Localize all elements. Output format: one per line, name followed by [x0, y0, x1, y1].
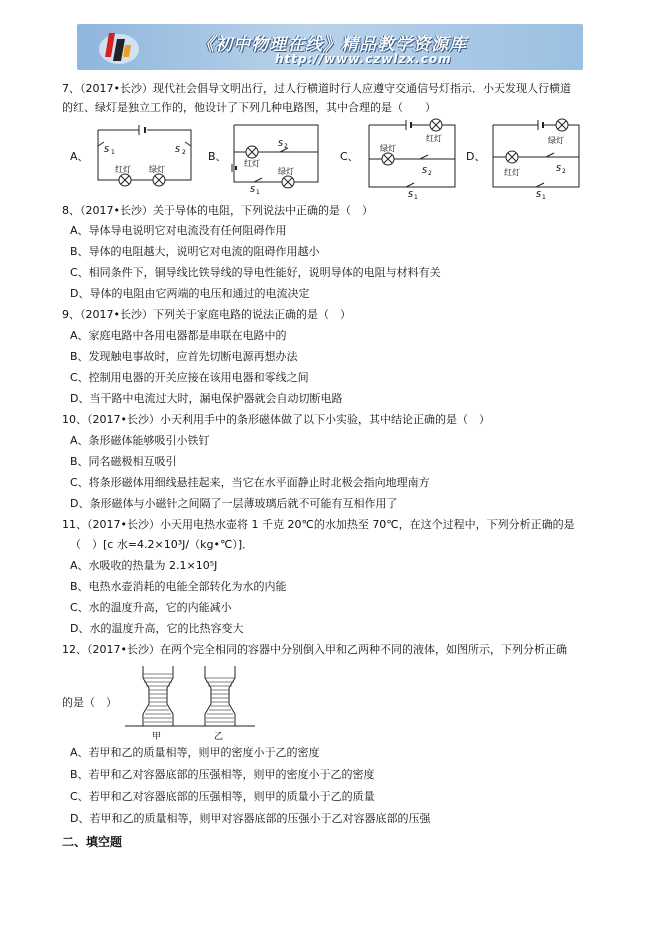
q8-option-a: A、导体导电说明它对电流没有任何阻碍作用 [70, 224, 287, 237]
circuit-diagram-c [366, 115, 458, 201]
section-heading-fill-in-blanks: 二、填空题 [62, 835, 123, 849]
q7-option-d-label: D、 [466, 150, 486, 163]
q8-option-d: D、导体的电阻由它两端的电压和通过的电流决定 [70, 287, 310, 300]
q10-option-b: B、同名磁极相互吸引 [70, 455, 177, 468]
q11-option-d: D、水的温度升高，它的比热容变大 [70, 622, 244, 635]
label-s: S [536, 190, 542, 199]
q7-stem-line2: 的红、绿灯是独立工作的，他设计了下列几种电路图，其中合理的是（ ） [62, 101, 436, 114]
label-s: S [422, 166, 428, 175]
q9-option-d: D、当干路中电流过大时，漏电保护器就会自动切断电路 [70, 392, 343, 405]
q11-stem-line2: （ ）[c 水=4.2×10³J/（kg•℃）]． [70, 538, 254, 551]
label-s: S [556, 164, 562, 173]
q12-stem-line2: 的是（ ） [62, 696, 117, 709]
circuit-diagram-a [95, 120, 195, 192]
q12-option-c: C、若甲和乙对容器底部的压强相等，则甲的质量小于乙的质量 [70, 790, 375, 803]
logo-icon [95, 27, 141, 67]
circuit-diagram-b [228, 120, 324, 196]
label-2: 2 [562, 168, 566, 175]
label-green-lamp: 绿灯 [278, 167, 294, 176]
label-jia: 甲 [152, 732, 162, 742]
q12-containers-figure [125, 664, 255, 742]
label-yi: 乙 [214, 732, 224, 742]
q7-stem-line1: 7、（2017•长沙）现代社会倡导文明出行，过人行横道时行人应遵守交通信号灯指示．小天发现人行横道 [62, 82, 571, 95]
label-red-lamp: 红灯 [504, 168, 520, 177]
q9-option-c: C、控制用电器的开关应接在该用电器和零线之间 [70, 371, 309, 384]
q9-option-b: B、发现触电事故时，应首先切断电源再想办法 [70, 350, 298, 363]
label-1: 1 [542, 194, 546, 201]
q9-stem: 9、（2017•长沙）下列关于家庭电路的说法正确的是（ ） [62, 308, 351, 321]
q10-stem: 10、（2017•长沙）小天利用手中的条形磁体做了以下小实验，其中结论正确的是（ ） [62, 413, 490, 426]
circuit-diagram-d [490, 115, 582, 201]
label-s: S [408, 190, 414, 199]
label-1: 1 [256, 189, 260, 196]
q8-option-c: C、相同条件下，铜导线比铁导线的导电性能好，说明导体的电阻与材料有关 [70, 266, 441, 279]
label-s: S [175, 145, 181, 154]
q7-option-c-label: C、 [340, 150, 359, 163]
q9-option-a: A、家庭电路中各用电器都是串联在电路中的 [70, 329, 287, 342]
banner [77, 24, 583, 70]
label-green-lamp: 绿灯 [548, 136, 564, 145]
label-red-lamp: 红灯 [244, 159, 260, 168]
label-s: S [250, 185, 256, 194]
banner-title: 《初中物理在线》精品教学资源库 [197, 35, 467, 55]
label-s: S [104, 145, 110, 154]
label-2: 2 [428, 170, 432, 177]
q11-option-a: A、水吸收的热量为 2.1×10⁵J [70, 559, 218, 572]
banner-url: http://www.czwlzx.com [275, 52, 452, 66]
q7-option-b-label: B、 [208, 150, 227, 163]
label-red-lamp: 红灯 [426, 134, 442, 143]
label-1: 1 [111, 149, 115, 156]
q7-option-a-label: A、 [70, 150, 89, 163]
q10-option-a: A、条形磁体能够吸引小铁钉 [70, 434, 210, 447]
label-2: 2 [284, 143, 288, 150]
q10-option-c: C、将条形磁体用细线悬挂起来，当它在水平面静止时北极会指向地理南方 [70, 476, 430, 489]
label-s: S [278, 139, 284, 148]
q11-stem-line1: 11、（2017•长沙）小天用电热水壶将 1 千克 20℃的水加热至 70℃，在这个过程中，下列分析正确的是 [62, 518, 575, 531]
q10-option-d: D、条形磁体与小磁针之间隔了一层薄玻璃后就不可能有互相作用了 [70, 497, 398, 510]
label-2: 2 [182, 149, 186, 156]
label-green-lamp: 绿灯 [149, 165, 165, 174]
label-red-lamp: 红灯 [115, 165, 131, 174]
q8-option-b: B、导体的电阻越大，说明它对电流的阻碍作用越小 [70, 245, 320, 258]
q11-option-c: C、水的温度升高，它的内能减小 [70, 601, 232, 614]
q12-option-a: A、若甲和乙的质量相等，则甲的密度小于乙的密度 [70, 746, 320, 759]
q8-stem: 8、（2017•长沙）关于导体的电阻，下列说法中正确的是（ ） [62, 204, 373, 217]
q12-option-b: B、若甲和乙对容器底部的压强相等，则甲的密度小于乙的密度 [70, 768, 375, 781]
label-1: 1 [414, 194, 418, 201]
q11-option-b: B、电热水壶消耗的电能全部转化为水的内能 [70, 580, 287, 593]
q12-option-d: D、若甲和乙的质量相等，则甲对容器底部的压强小于乙对容器底部的压强 [70, 812, 431, 825]
label-green-lamp: 绿灯 [380, 144, 396, 153]
q12-stem-line1: 12、（2017•长沙）在两个完全相同的容器中分别倒入甲和乙两种不同的液体，如图所示，下列分析正确 [62, 643, 567, 656]
